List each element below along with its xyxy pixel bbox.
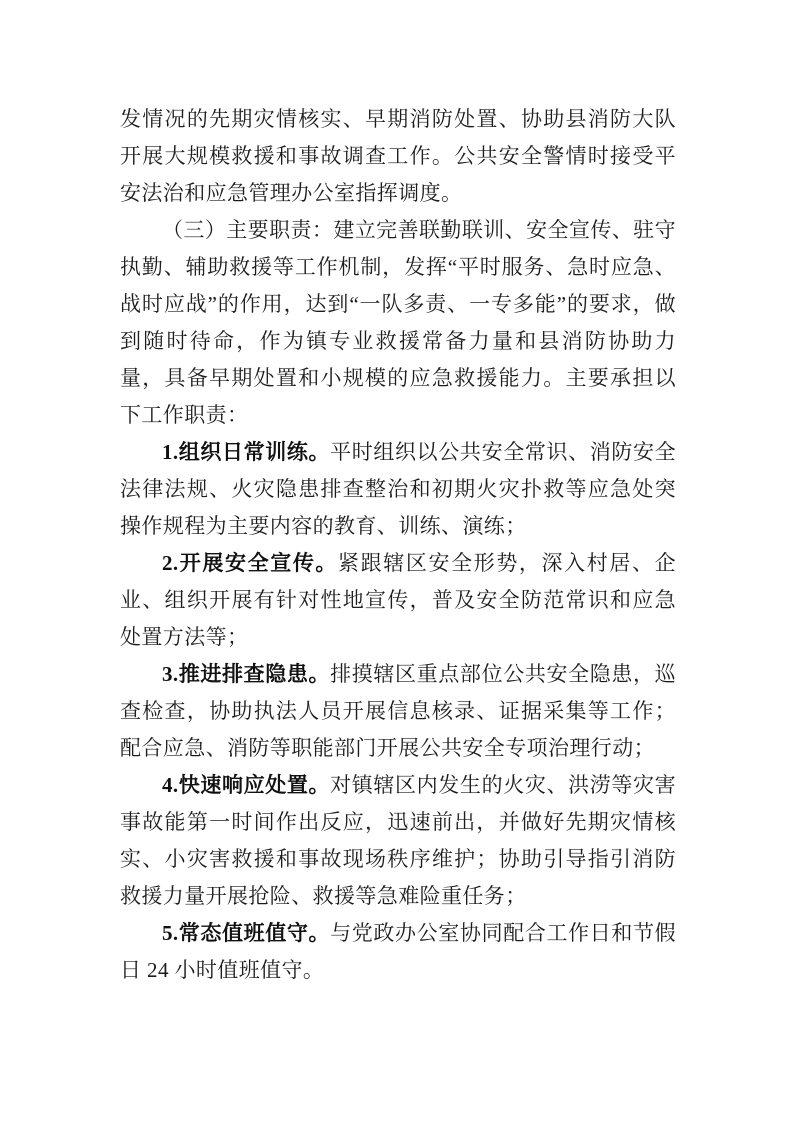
paragraph-lead: 3.推进排查隐患。: [162, 662, 331, 686]
paragraph-text: 平时组织以公共安全常识、消防安全法律法规、火灾隐患排查整治和初期火灾扑救等应急处突操作规程为主要内容的教育、训练、演练；: [120, 440, 676, 538]
paragraph-text: 排摸辖区重点部位公共安全隐患，巡查检查，协助执法人员开展信息核录、证据采集等工作；配合应急、消防等职能部门开展公共安全专项治理行动；: [120, 662, 676, 760]
paragraph: [120, 101, 676, 212]
paragraph-lead: 4.快速响应处置。: [162, 773, 331, 797]
paragraph: [120, 212, 676, 434]
paragraph-lead: 1.组织日常训练。: [162, 440, 331, 464]
paragraph-lead: 2.开展安全宣传。: [162, 551, 339, 575]
paragraph: [120, 656, 676, 767]
paragraph: [120, 767, 676, 915]
paragraph-text: 发情况的先期灾情核实、早期消防处置、协助县消防大队开展大规模救援和事故调查工作。公共安全警情时接受平安法治和应急管理办公室指挥调度。: [120, 107, 676, 205]
paragraph: [120, 434, 676, 545]
paragraph-lead: 5.常态值班值守。: [162, 921, 331, 945]
paragraph-text: （三）主要职责：建立完善联勤联训、安全宣传、驻守执勤、辅助救援等工作机制，发挥“平时服务、急时应急、战时应战”的作用，达到“一队多责、一专多能”的要求，做到随时待命，作为镇专业救援常备力量和县消防协助力量，具备早期处置和小规模的应急救援能力。主要承担以下工作职责：: [120, 218, 676, 427]
paragraph: [120, 915, 676, 989]
paragraph-text: 对镇辖区内发生的火灾、洪涝等灾害事故能第一时间作出反应，迅速前出，并做好先期灾情核实、小灾害救援和事故现场秩序维护；协助引导指引消防救援力量开展抢险、救援等急难险重任务；: [120, 773, 676, 908]
document-body: [120, 101, 676, 989]
paragraph-text: 与党政办公室协同配合工作日和节假日 24 小时值班值守。: [120, 921, 676, 982]
paragraph-text: 紧跟辖区安全形势，深入村居、企业、组织开展有针对性地宣传，普及安全防范常识和应急处置方法等；: [120, 551, 676, 649]
paragraph: [120, 545, 676, 656]
